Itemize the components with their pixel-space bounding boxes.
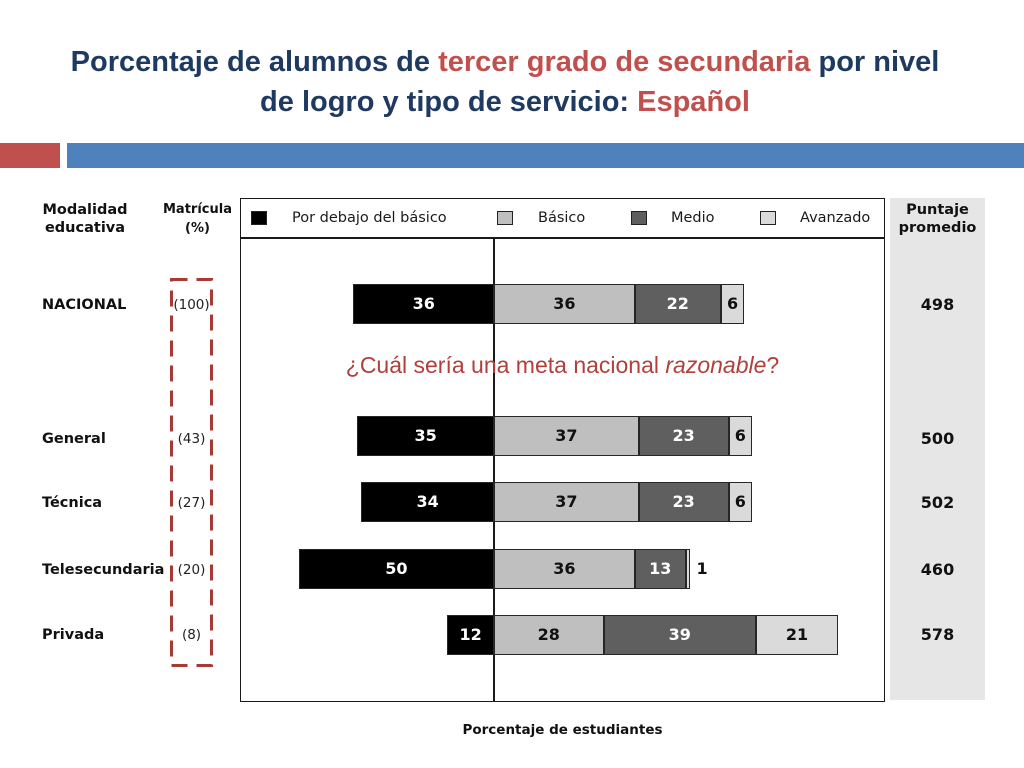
enrollment-value-telesecundaria: (20) [177,562,206,578]
legend-divider [240,237,885,239]
annotation-text: ? [766,352,780,378]
score-value-privada: 578 [920,625,955,644]
slide-title [0,42,1010,122]
bar-label-telesecundaria-basico: 36 [553,559,576,578]
score-value-nacional: 498 [920,295,955,314]
bar-label-telesecundaria-medio: 13 [649,559,672,578]
bar-label-general-medio: 23 [672,426,695,445]
bar-label-privada-basico: 28 [537,625,560,644]
enrollment-highlight-box [170,278,213,667]
legend-swatch-basico [497,211,513,225]
bar-label-general-avanzado: 6 [734,426,746,445]
enrollment-highlight-rect [172,280,212,666]
accent-bar-blue [67,143,1024,168]
row-label-telesecundaria: Telesecundaria [42,562,165,578]
row-label-nacional: NACIONAL [42,297,127,313]
legend-label-basico: Básico [538,210,586,226]
bar-label-tecnica-basico: 37 [555,492,578,511]
enrollment-value-nacional: (100) [173,297,210,313]
bar-label-tecnica-medio: 23 [672,492,695,511]
score-value-tecnica: 502 [920,493,955,512]
title-segment: por nivel [810,46,940,78]
enrollment-value-general: (43) [177,431,206,447]
legend-swatch-avanzado [760,211,776,225]
legend-swatch-por-debajo-del-basico [251,211,267,225]
enrollment-header: Matrícula (%) [163,202,232,236]
row-label-general: General [42,431,106,447]
bar-label-nacional-basico: 36 [553,294,576,313]
annotation-emphasis: razonable [665,352,767,378]
score-header: Puntaje promedio [898,202,977,236]
category-header: Modalidad educativa [42,202,128,236]
bar-label-telesecundaria-avanzado: 1 [696,559,708,578]
title-highlight-grade: tercer grado de secundaria [438,46,811,78]
bar-label-nacional-avanzado: 6 [726,294,739,313]
annotation-question [240,351,885,379]
bar-label-general-por-debajo-del-basico: 35 [414,426,437,445]
enrollment-value-tecnica: (27) [177,495,206,511]
bar-label-general-basico: 37 [555,426,578,445]
bar-label-tecnica-avanzado: 6 [734,492,746,511]
legend-label-por-debajo-del-basico: Por debajo del básico [292,210,447,226]
bar-label-privada-medio: 39 [668,625,691,644]
bar-label-privada-avanzado: 21 [785,625,809,644]
score-value-general: 500 [920,429,955,448]
bar-label-telesecundaria-por-debajo-del-basico: 50 [385,559,408,578]
enrollment-value-privada: (8) [181,627,202,643]
x-axis-label: Porcentaje de estudiantes [462,722,663,738]
accent-bar-red [0,143,60,168]
title-segment: de logro y tipo de servicio: [260,86,638,118]
row-label-privada: Privada [42,627,105,643]
title-segment: Porcentaje de alumnos de [70,46,439,78]
bar-label-tecnica-por-debajo-del-basico: 34 [416,492,439,511]
title-highlight-subject: Español [637,86,750,118]
annotation-text: ¿Cuál sería una meta nacional [345,352,666,378]
bar-label-nacional-medio: 22 [666,294,689,313]
bar-telesecundaria-avanzado [686,549,690,589]
bar-label-nacional-por-debajo-del-basico: 36 [412,294,435,313]
legend-swatch-medio [631,211,647,225]
bar-label-privada-por-debajo-del-basico: 12 [459,625,482,644]
score-value-telesecundaria: 460 [920,560,955,579]
legend-label-avanzado: Avanzado [800,210,871,226]
row-label-tecnica: Técnica [42,495,103,511]
legend-label-medio: Medio [671,210,715,226]
